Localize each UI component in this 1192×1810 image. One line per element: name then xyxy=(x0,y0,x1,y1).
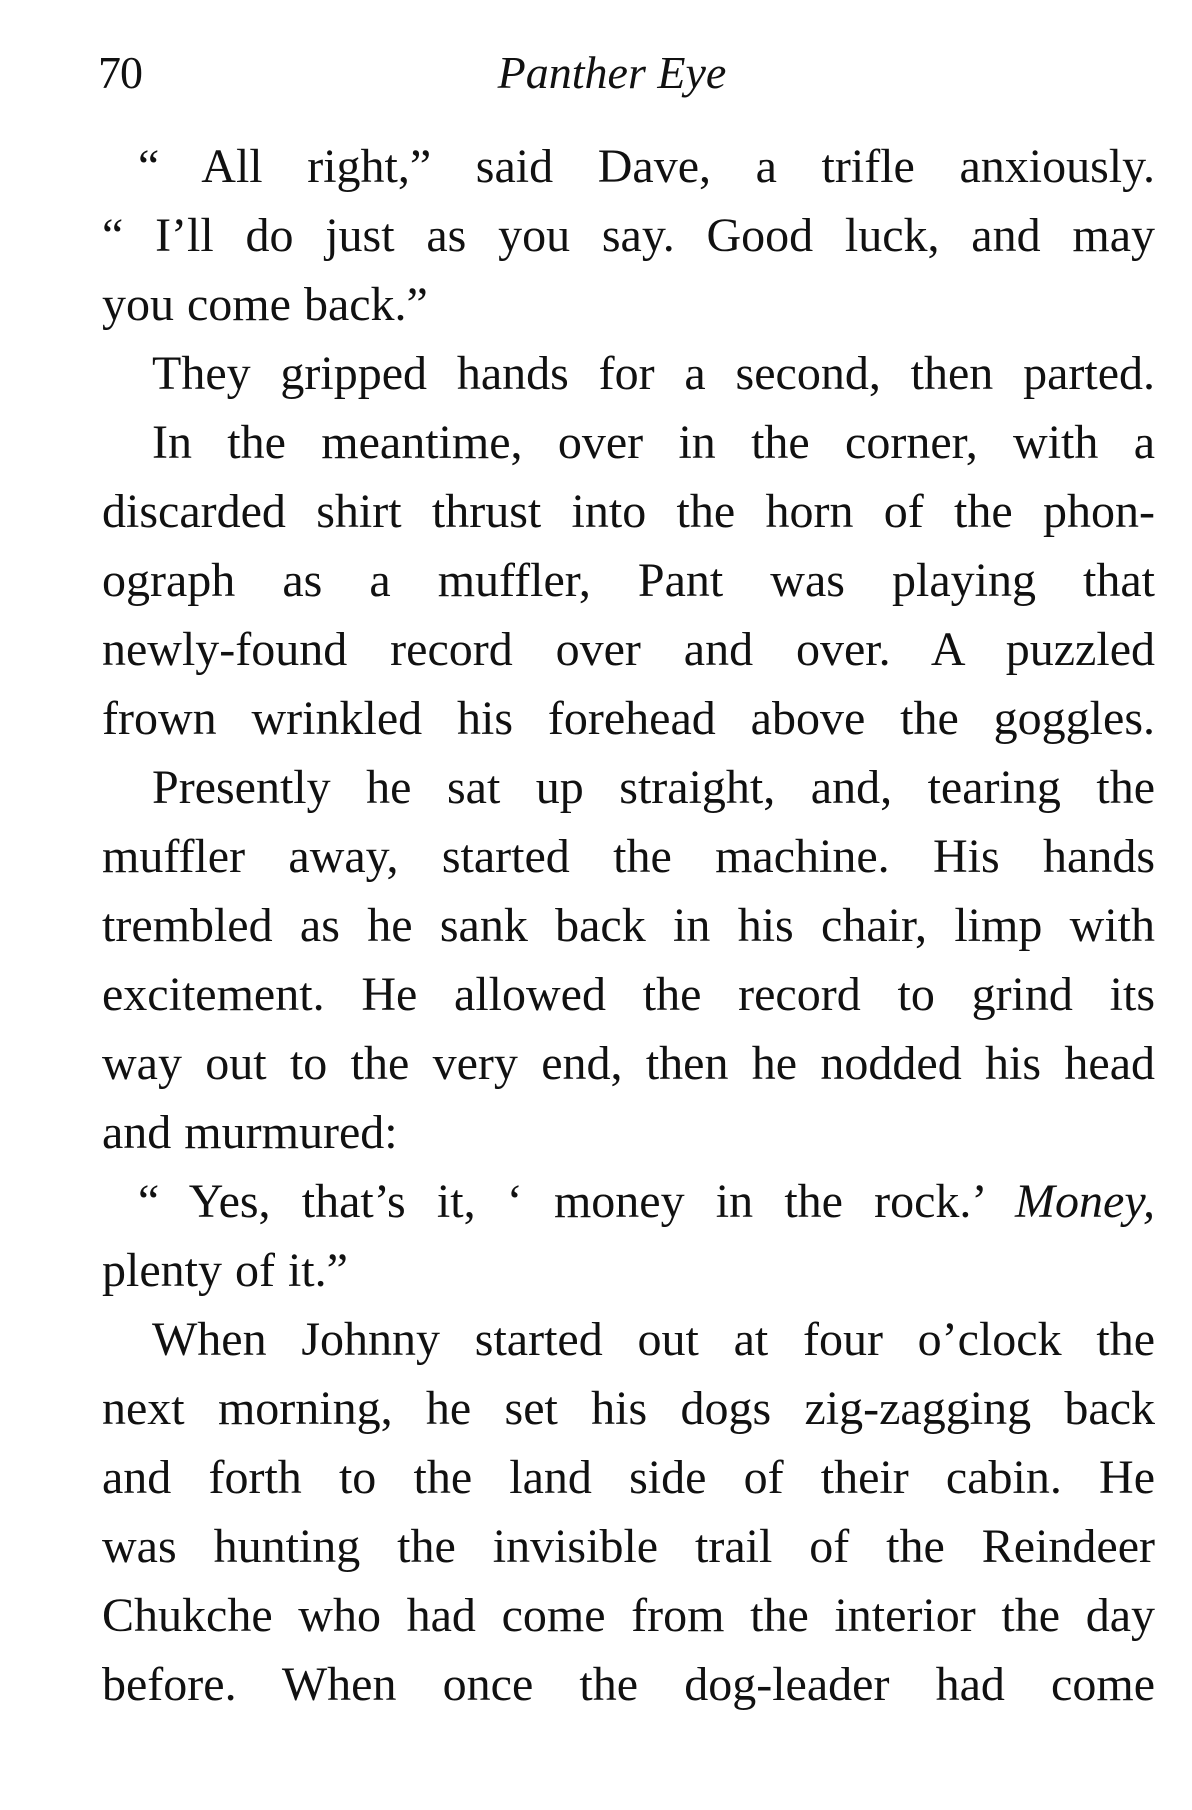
text-line xyxy=(102,1312,1155,1381)
text-line xyxy=(102,277,1155,346)
text-line-content: newly-found record over and over. A puzzled xyxy=(102,623,1155,676)
running-title: Panther Eye xyxy=(497,47,727,98)
text-line xyxy=(102,1036,1155,1105)
text-line-content: “ All right,” said Dave, a trifle anxiously. xyxy=(138,140,1155,193)
text-line xyxy=(102,829,1155,898)
text-line-content: “ I’ll do just as you say. Good luck, and may xyxy=(102,209,1155,262)
text-line-content: muffler away, started the machine. His hands xyxy=(102,830,1155,883)
text-line xyxy=(102,1657,1155,1726)
text-line-content: Presently he sat up straight, and, tearing the xyxy=(152,761,1155,814)
text-line xyxy=(102,967,1155,1036)
text-line-content: In the meantime, over in the corner, with a xyxy=(152,416,1155,469)
text-line xyxy=(102,1174,1155,1243)
text-line xyxy=(102,898,1155,967)
text-line-content: was hunting the invisible trail of the Reindeer xyxy=(102,1520,1155,1573)
text-line-content: excitement. He allowed the record to grind its xyxy=(102,968,1155,1021)
text-line-content: Chukche who had come from the interior the day xyxy=(102,1589,1155,1642)
text-line-content: way out to the very end, then he nodded his head xyxy=(102,1037,1155,1090)
text-line-content: trembled as he sank back in his chair, limp with xyxy=(102,899,1155,952)
text-line-content: They gripped hands for a second, then parted. xyxy=(152,347,1155,400)
text-line-content: and murmured: xyxy=(102,1106,398,1159)
text-line-content: before. When once the dog-leader had come xyxy=(102,1658,1155,1711)
text-line xyxy=(102,1588,1155,1657)
text-line xyxy=(102,1519,1155,1588)
text-line xyxy=(102,622,1155,691)
text-line-content: you come back.” xyxy=(102,278,428,331)
text-line xyxy=(102,139,1155,208)
text-line xyxy=(102,1243,1155,1312)
text-line xyxy=(102,208,1155,277)
text-line-content: plenty of it.” xyxy=(102,1244,348,1297)
text-line xyxy=(102,1381,1155,1450)
page-number: 70 xyxy=(98,47,142,98)
text-line xyxy=(102,760,1155,829)
text-line-content: next morning, he set his dogs zig-zagging back xyxy=(102,1382,1155,1435)
text-line xyxy=(102,1105,1155,1174)
body-text xyxy=(102,139,1155,1726)
text-line-content: When Johnny started out at four o’clock the xyxy=(152,1313,1155,1366)
text-line-content: frown wrinkled his forehead above the goggles. xyxy=(102,692,1155,745)
text-line xyxy=(102,415,1155,484)
text-line xyxy=(102,346,1155,415)
text-line xyxy=(102,484,1155,553)
italic-emphasis: Money, xyxy=(1015,1175,1155,1228)
text-line-content: discarded shirt thrust into the horn of the phon- xyxy=(102,485,1155,538)
text-line xyxy=(102,553,1155,622)
text-line xyxy=(102,691,1155,760)
text-line-content: and forth to the land side of their cabin. He xyxy=(102,1451,1155,1504)
text-line-content: “ Yes, that’s it, ‘ money in the rock.’ xyxy=(138,1175,1016,1228)
text-line xyxy=(102,1450,1155,1519)
page-header xyxy=(98,45,1160,105)
text-line-content: ograph as a muffler, Pant was playing that xyxy=(102,554,1155,607)
